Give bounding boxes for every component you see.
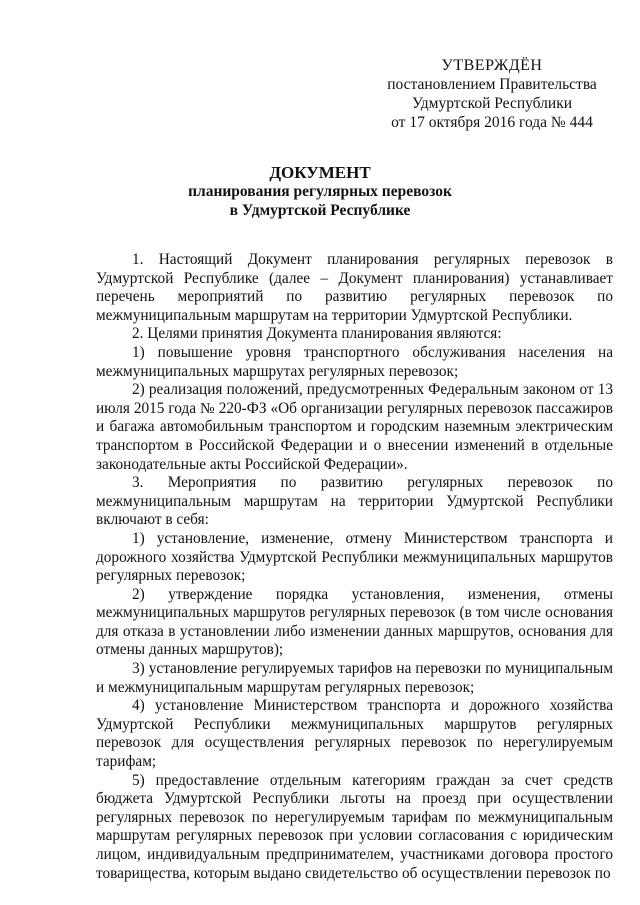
title-subtitle-2: в Удмуртской Республике	[229, 202, 411, 219]
paragraph-3: 3. Мероприятия по развитию регулярных перевозок по межмуниципальным маршрутам на территории Удмуртской Республики включают в себя:	[96, 474, 613, 529]
approval-status: УТВЕРЖДЁН	[441, 57, 543, 74]
document-title	[0, 163, 640, 220]
paragraph-3-item-2: 2) утверждение порядка установления, изменения, отмены межмуниципальных маршрутов регулярных перевозок (в том числе основания для отказа в установлении либо изменении данных маршрутов, основания для отмены данных маршрутов);	[96, 585, 613, 659]
approval-line-3: от 17 октября 2016 года № 444	[391, 114, 593, 131]
title-subtitle-1: планирования регулярных перевозок	[188, 183, 452, 200]
document-body	[96, 251, 613, 883]
approval-line-2: Удмуртской Республики	[411, 95, 573, 112]
paragraph-2: 2. Целями принятия Документа планирования являются:	[132, 325, 502, 343]
approval-line-1: постановлением Правительства	[387, 76, 597, 93]
paragraph-3-item-3: 3) установление регулируемых тарифов на перевозки по муниципальным и межмуниципальным маршрутам регулярных перевозок;	[96, 660, 613, 696]
paragraph-3-item-1: 1) установление, изменение, отмену Министерством транспорта и дорожного хозяйства Удмуртской Республики межмуниципальных маршрутов регулярных перевозок;	[96, 529, 613, 585]
title-main: ДОКУМЕНТ	[269, 163, 371, 182]
approval-stamp	[372, 56, 612, 132]
paragraph-2-item-2: 2) реализация положений, предусмотренных Федеральным законом от 13 июля 2015 года № 220-ФЗ «Об организации регулярных перевозок пассажиров и багажа автомобильным транспортом и городским наземным электрическим транспортом в Российской Федерации и о внесении изменений в отдельные законодательные акты Российской Федерации».	[96, 381, 613, 473]
paragraph-3-item-4: 4) установление Министерством транспорта и дорожного хозяйства Удмуртской Республики межмуниципальных маршрутов регулярных перевозок для осуществления регулярных перевозок по нерегулируемым тарифам;	[96, 697, 613, 771]
paragraph-1: 1. Настоящий Документ планирования регулярных перевозок в Удмуртской Республике (далее – Документ планирования) устанавливает перечень мероприятий по развитию регулярных перевозок по межмуниципальным маршрутам на территории Удмуртской Республики.	[96, 251, 613, 324]
paragraph-3-item-5: 5) предоставление отдельным категориям граждан за счет средств бюджета Удмуртской Республики льготы на проезд при осуществлении регулярных перевозок по нерегулируемым тарифам по межмуниципальным маршрутам регулярных перевозок при условии согласования с юридическим лицом, индивидуальным предпринимателем, участниками договора простого товарищества, которым выдано свидетельство об осуществлении перевозок по	[96, 771, 613, 882]
paragraph-2-item-1: 1) повышение уровня транспортного обслуживания населения на межмуниципальных маршрутах регулярных перевозок;	[96, 343, 613, 380]
